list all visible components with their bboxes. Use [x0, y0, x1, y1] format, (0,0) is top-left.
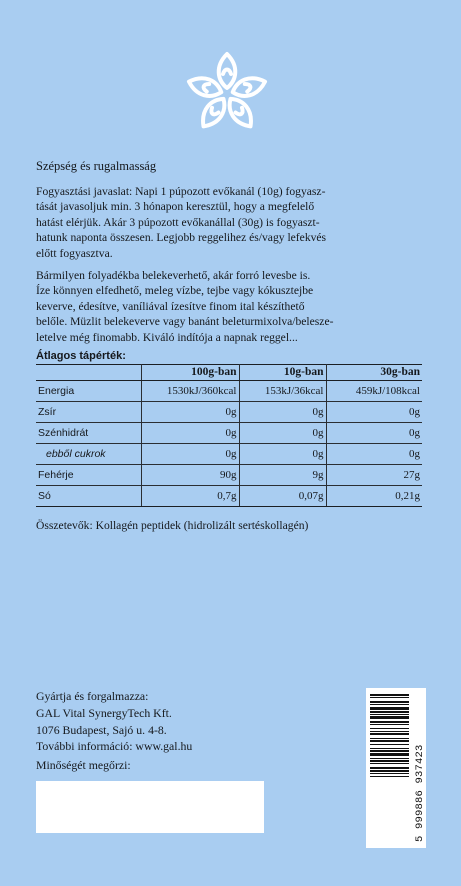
- barcode-bar: [370, 758, 409, 759]
- barcode-icon: [366, 688, 426, 848]
- barcode-bar: [370, 760, 409, 762]
- mixing-line: keverve, édesítve, vaníliával ízesítve finom ital készíthető: [36, 299, 305, 313]
- header-blank: [36, 365, 141, 381]
- barcode-bar: [370, 701, 409, 703]
- barcode-bar: [370, 704, 409, 705]
- best-before-date-box: [36, 781, 264, 833]
- row-label: ebből cukrok: [36, 444, 141, 465]
- barcode-bar: [370, 694, 409, 696]
- usage-line: hatást elérjük. Akár 3 púpozott evőkanállal (30g) is fogyaszt-: [36, 215, 320, 229]
- cell-30g: 27g: [326, 465, 422, 486]
- usage-line: előtt fogyasztva.: [36, 246, 113, 260]
- mixing-line: Bármilyen folyadékba belekeverhető, akár forró levesbe is.: [36, 269, 311, 283]
- usage-line: tását javasoljuk min. 3 hónapon keresztül, hogy a megfelelő: [36, 200, 315, 214]
- barcode-bar: [370, 724, 409, 725]
- barcode-bar: [370, 716, 409, 719]
- barcode-bar: [370, 738, 409, 739]
- cell-10g: 0g: [239, 423, 326, 444]
- cell-10g: 0g: [239, 444, 326, 465]
- flower-logo-icon: [183, 48, 271, 136]
- header-100g: 100g-ban: [141, 365, 239, 381]
- cell-30g: 0g: [326, 402, 422, 423]
- row-label: Szénhidrát: [36, 423, 141, 444]
- cell-30g: 0g: [326, 444, 422, 465]
- mixing-line: Íze könnyen elfedhető, meleg vízbe, tejbe vagy kókusztejbe: [36, 284, 314, 298]
- mixing-line: belőle. Müzlit belekeverve vagy banánt beleturmixolva/belesze-: [36, 315, 334, 329]
- barcode-bar: [370, 740, 409, 742]
- cell-100g: 1530kJ/360kcal: [141, 381, 239, 402]
- mixing-line: letelve még finomabb. Kiváló indítója a napnak reggel...: [36, 330, 298, 344]
- table-row: [36, 486, 422, 507]
- label-content: [36, 159, 422, 532]
- cell-10g: 0g: [239, 402, 326, 423]
- manufacturer-info: [36, 688, 192, 755]
- ingredients-text: Összetevők: Kollagén peptidek (hidrolizált sertéskollagén): [36, 519, 309, 533]
- manufacturer-line: Gyártja és forgalmazza:: [36, 689, 149, 703]
- cell-100g: 90g: [141, 465, 239, 486]
- nutrition-table: [36, 364, 422, 507]
- barcode-bar: [370, 763, 409, 764]
- barcode-bar: [370, 753, 409, 756]
- nutrition-title: Átlagos tápérték:: [36, 350, 126, 363]
- best-before-label: Minőségét megőrzi:: [36, 758, 131, 772]
- barcode-bar: [370, 733, 409, 735]
- cell-30g: 0,21g: [326, 486, 422, 507]
- cell-30g: 0g: [326, 423, 422, 444]
- barcode-bar: [370, 750, 409, 752]
- usage-text: [36, 184, 422, 261]
- barcode-bar: [370, 773, 409, 774]
- barcode-bar: [370, 744, 409, 745]
- usage-line: Fogyasztási javaslat: Napi 1 púpozott evőkanál (10g) fogyasz-: [36, 185, 326, 198]
- row-label: Só: [36, 486, 141, 507]
- row-label: Zsír: [36, 402, 141, 423]
- cell-100g: 0g: [141, 423, 239, 444]
- cell-100g: 0g: [141, 444, 239, 465]
- table-row: [36, 402, 422, 423]
- cell-100g: 0,7g: [141, 486, 239, 507]
- header-10g: 10g-ban: [239, 365, 326, 381]
- cell-10g: 9g: [239, 465, 326, 486]
- barcode-bar: [370, 711, 409, 713]
- cell-10g: 153kJ/36kcal: [239, 381, 326, 402]
- mixing-text: [36, 268, 422, 345]
- row-label: Energia: [36, 381, 141, 402]
- product-subtitle: Szépség és rugalmasság: [36, 159, 157, 173]
- cell-30g: 459kJ/108kcal: [326, 381, 422, 402]
- manufacturer-line: GAL Vital SynergyTech Kft.: [36, 705, 172, 720]
- manufacturer-line: 1076 Budapest, Sajó u. 4-8.: [36, 722, 167, 737]
- manufacturer-line: További információ: www.gal.hu: [36, 739, 193, 754]
- barcode-bar: [370, 776, 409, 777]
- barcode-bar: [370, 714, 409, 715]
- header-30g: 30g-ban: [326, 365, 422, 381]
- barcode-bar: [370, 728, 409, 729]
- table-row: [36, 381, 422, 402]
- cell-10g: 0,07g: [239, 486, 326, 507]
- table-row: [36, 423, 422, 444]
- barcode-number: 5 999886 937423: [414, 744, 426, 842]
- table-row: [36, 465, 422, 486]
- barcode-bar: [370, 707, 409, 710]
- table-row: [36, 444, 422, 465]
- barcode-bar: [370, 731, 409, 732]
- cell-100g: 0g: [141, 402, 239, 423]
- row-label: Fehérje: [36, 465, 141, 486]
- barcode-bar: [370, 721, 409, 723]
- usage-line: hatunk naponta összesen. Legjobb reggelihez és/vagy lefekvés: [36, 231, 327, 245]
- barcode-bar: [370, 767, 409, 769]
- barcode-bar: [370, 748, 409, 749]
- barcode-bar: [370, 697, 409, 698]
- nutrition-header-row: [36, 365, 422, 381]
- barcode-bar: [370, 770, 409, 772]
